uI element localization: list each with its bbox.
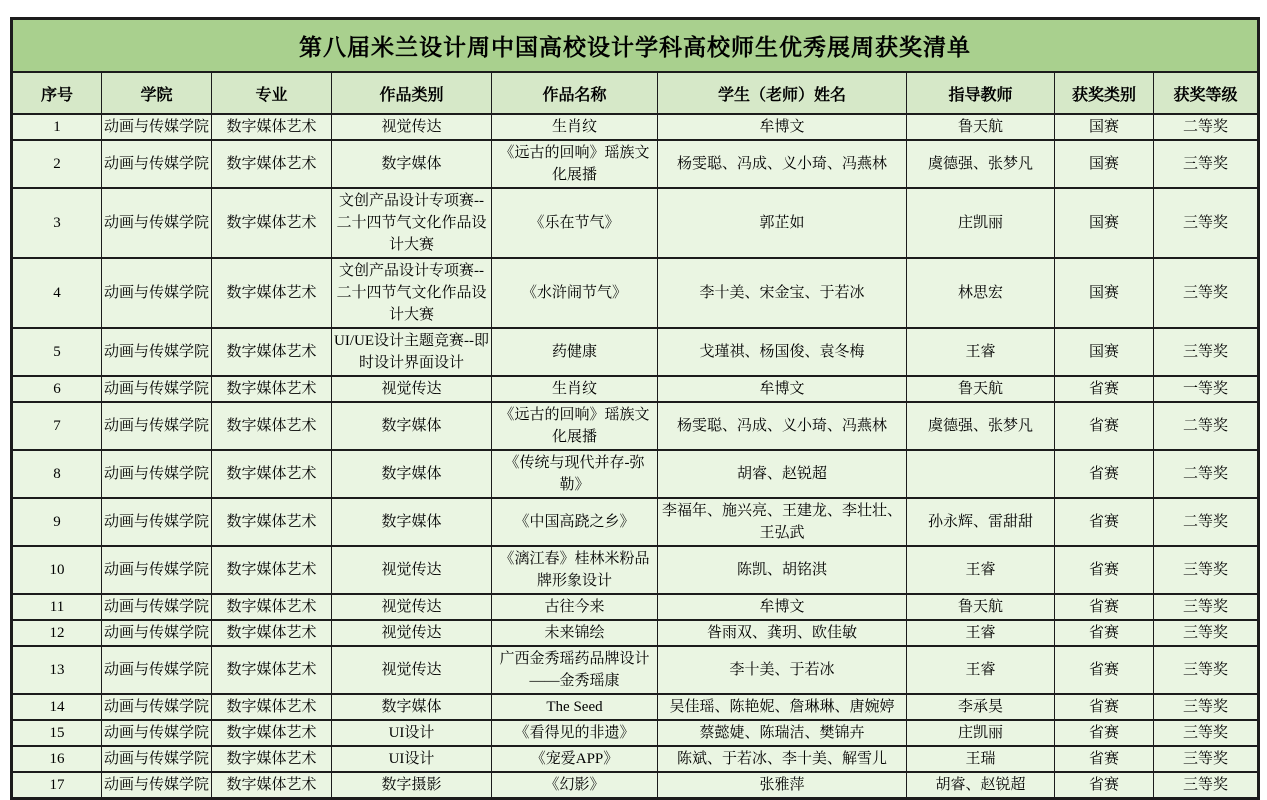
table-row: [12, 450, 1259, 498]
table-cell: 《传统与现代并存-弥勒》: [492, 450, 658, 498]
table-cell: 《宠爱APP》: [492, 746, 658, 772]
table-row: [12, 188, 1259, 258]
table-cell: 《水浒闹节气》: [492, 258, 658, 328]
table-cell: 孙永辉、雷甜甜: [907, 498, 1055, 546]
table-cell: 省赛: [1055, 376, 1154, 402]
page-title: 第八届米兰设计周中国高校设计学科高校师生优秀展周获奖清单: [12, 19, 1259, 73]
table-cell: 《远古的回响》瑶族文化展播: [492, 402, 658, 450]
table-cell: 王睿: [907, 646, 1055, 694]
table-cell: 动画与传媒学院: [102, 258, 212, 328]
table-cell: 省赛: [1055, 694, 1154, 720]
table-cell: 数字媒体艺术: [212, 498, 332, 546]
table-cell: 王睿: [907, 328, 1055, 376]
table-cell: 动画与传媒学院: [102, 114, 212, 140]
table-cell: 杨雯聪、冯成、义小琦、冯燕林: [658, 402, 907, 450]
table-row: [12, 694, 1259, 720]
table-cell: The Seed: [492, 694, 658, 720]
table-row: [12, 498, 1259, 546]
table-cell: 吴佳瑶、陈艳妮、詹琳琳、唐婉婷: [658, 694, 907, 720]
table-cell: 数字媒体: [332, 402, 492, 450]
table-cell: 三等奖: [1154, 546, 1259, 594]
table-cell: 数字媒体: [332, 498, 492, 546]
table-cell: 8: [12, 450, 102, 498]
table-row: [12, 746, 1259, 772]
table-cell: 14: [12, 694, 102, 720]
table-row: [12, 328, 1259, 376]
table-cell: 三等奖: [1154, 646, 1259, 694]
table-cell: 动画与传媒学院: [102, 498, 212, 546]
table-cell: 省赛: [1055, 746, 1154, 772]
table-cell: 视觉传达: [332, 376, 492, 402]
table-cell: 三等奖: [1154, 620, 1259, 646]
table-cell: 动画与传媒学院: [102, 450, 212, 498]
table-cell: 二等奖: [1154, 498, 1259, 546]
table-cell: 国赛: [1055, 188, 1154, 258]
table-cell: 牟博文: [658, 594, 907, 620]
table-cell: 数字媒体艺术: [212, 594, 332, 620]
table-cell: 5: [12, 328, 102, 376]
column-header: 指导教师: [907, 72, 1055, 114]
table-cell: 一等奖: [1154, 376, 1259, 402]
table-cell: 文创产品设计专项赛--二十四节气文化作品设计大赛: [332, 258, 492, 328]
table-cell: 《幻影》: [492, 772, 658, 799]
table-cell: 郭芷如: [658, 188, 907, 258]
table-cell: 三等奖: [1154, 694, 1259, 720]
table-cell: 牟博文: [658, 114, 907, 140]
table-cell: 国赛: [1055, 114, 1154, 140]
table-cell: 省赛: [1055, 498, 1154, 546]
table-cell: 数字媒体: [332, 694, 492, 720]
table-cell: 虞德强、张梦凡: [907, 140, 1055, 188]
column-header: 专业: [212, 72, 332, 114]
table-cell: 数字媒体艺术: [212, 402, 332, 450]
table-cell: 三等奖: [1154, 258, 1259, 328]
table-row: [12, 258, 1259, 328]
table-cell: 陈斌、于若冰、李十美、解雪儿: [658, 746, 907, 772]
table-cell: 数字媒体艺术: [212, 376, 332, 402]
table-cell: 10: [12, 546, 102, 594]
column-header: 作品类别: [332, 72, 492, 114]
table-cell: 《远古的回响》瑶族文化展播: [492, 140, 658, 188]
table-cell: 三等奖: [1154, 720, 1259, 746]
table-cell: 二等奖: [1154, 114, 1259, 140]
table-cell: 鲁天航: [907, 376, 1055, 402]
header-row: [12, 72, 1259, 114]
table-cell: 动画与传媒学院: [102, 620, 212, 646]
table-cell: 视觉传达: [332, 620, 492, 646]
table-cell: 李承昊: [907, 694, 1055, 720]
table-cell: 牟博文: [658, 376, 907, 402]
column-header: 获奖等级: [1154, 72, 1259, 114]
table-cell: 三等奖: [1154, 328, 1259, 376]
table-cell: 4: [12, 258, 102, 328]
table-cell: 未来锦绘: [492, 620, 658, 646]
table-cell: 李十美、于若冰: [658, 646, 907, 694]
table-cell: 数字媒体艺术: [212, 328, 332, 376]
table-cell: 李十美、宋金宝、于若冰: [658, 258, 907, 328]
table-cell: 动画与传媒学院: [102, 594, 212, 620]
column-header: 作品名称: [492, 72, 658, 114]
table-row: [12, 720, 1259, 746]
table-cell: 15: [12, 720, 102, 746]
table-cell: 国赛: [1055, 258, 1154, 328]
table-cell: 动画与传媒学院: [102, 402, 212, 450]
table-cell: 数字媒体艺术: [212, 114, 332, 140]
table-cell: 数字媒体艺术: [212, 720, 332, 746]
awards-table: [10, 17, 1260, 800]
table-cell: 生肖纹: [492, 376, 658, 402]
table-cell: 李福年、施兴亮、王建龙、李壮壮、王弘武: [658, 498, 907, 546]
column-header: 获奖类别: [1055, 72, 1154, 114]
table-cell: 蔡懿婕、陈瑞洁、樊锦卉: [658, 720, 907, 746]
table-cell: 数字媒体艺术: [212, 450, 332, 498]
table-row: [12, 114, 1259, 140]
table-cell: 数字媒体艺术: [212, 258, 332, 328]
table-row: [12, 140, 1259, 188]
table-cell: 三等奖: [1154, 746, 1259, 772]
table-cell: 《乐在节气》: [492, 188, 658, 258]
table-body: [12, 114, 1259, 799]
table-cell: 动画与传媒学院: [102, 188, 212, 258]
table-cell: 数字媒体艺术: [212, 188, 332, 258]
table-cell: 三等奖: [1154, 594, 1259, 620]
table-cell: UI设计: [332, 720, 492, 746]
table-cell: 视觉传达: [332, 114, 492, 140]
table-cell: 数字媒体艺术: [212, 546, 332, 594]
table-cell: 数字媒体艺术: [212, 746, 332, 772]
column-header: 序号: [12, 72, 102, 114]
table-cell: 动画与传媒学院: [102, 694, 212, 720]
table-cell: 王睿: [907, 546, 1055, 594]
table-cell: 鲁天航: [907, 114, 1055, 140]
table-cell: 动画与传媒学院: [102, 746, 212, 772]
table-cell: 王瑞: [907, 746, 1055, 772]
table-cell: 动画与传媒学院: [102, 376, 212, 402]
table-cell: 胡睿、赵锐超: [907, 772, 1055, 799]
table-cell: 视觉传达: [332, 594, 492, 620]
table-cell: 张雅萍: [658, 772, 907, 799]
table-cell: 林思宏: [907, 258, 1055, 328]
table-cell: 动画与传媒学院: [102, 328, 212, 376]
table-cell: 药健康: [492, 328, 658, 376]
table-cell: 11: [12, 594, 102, 620]
table-cell: 三等奖: [1154, 772, 1259, 799]
table-row: [12, 594, 1259, 620]
table-cell: 9: [12, 498, 102, 546]
table-row: [12, 402, 1259, 450]
table-cell: 动画与传媒学院: [102, 646, 212, 694]
table-cell: 7: [12, 402, 102, 450]
table-cell: 3: [12, 188, 102, 258]
table-cell: 数字媒体艺术: [212, 694, 332, 720]
table-cell: 国赛: [1055, 140, 1154, 188]
table-cell: 虞德强、张梦凡: [907, 402, 1055, 450]
table-cell: 《中国高跷之乡》: [492, 498, 658, 546]
column-header: 学生（老师）姓名: [658, 72, 907, 114]
table-cell: 数字媒体艺术: [212, 620, 332, 646]
table-cell: 省赛: [1055, 720, 1154, 746]
table-cell: UI/UE设计主题竞赛--即时设计界面设计: [332, 328, 492, 376]
table-cell: [907, 450, 1055, 498]
table-cell: 省赛: [1055, 772, 1154, 799]
table-row: [12, 620, 1259, 646]
table-cell: 杨雯聪、冯成、义小琦、冯燕林: [658, 140, 907, 188]
table-cell: 数字媒体艺术: [212, 646, 332, 694]
table-cell: 《看得见的非遗》: [492, 720, 658, 746]
table-cell: 动画与传媒学院: [102, 546, 212, 594]
table-cell: 生肖纹: [492, 114, 658, 140]
table-cell: 12: [12, 620, 102, 646]
table-cell: 1: [12, 114, 102, 140]
table-cell: 数字媒体: [332, 450, 492, 498]
table-cell: 省赛: [1055, 594, 1154, 620]
table-cell: 《漓江春》桂林米粉品牌形象设计: [492, 546, 658, 594]
table-cell: 广西金秀瑶药品牌设计——金秀瑶康: [492, 646, 658, 694]
table-cell: 胡睿、赵锐超: [658, 450, 907, 498]
table-cell: 数字媒体艺术: [212, 772, 332, 799]
table-cell: 鲁天航: [907, 594, 1055, 620]
table-cell: 二等奖: [1154, 402, 1259, 450]
table-cell: 二等奖: [1154, 450, 1259, 498]
table-cell: 三等奖: [1154, 140, 1259, 188]
table-row: [12, 546, 1259, 594]
table-cell: 2: [12, 140, 102, 188]
table-row: [12, 376, 1259, 402]
table-cell: 动画与传媒学院: [102, 140, 212, 188]
table-cell: 三等奖: [1154, 188, 1259, 258]
table-cell: 王睿: [907, 620, 1055, 646]
table-cell: 17: [12, 772, 102, 799]
table-cell: 视觉传达: [332, 546, 492, 594]
table-cell: 16: [12, 746, 102, 772]
table-cell: 动画与传媒学院: [102, 720, 212, 746]
table-row: [12, 646, 1259, 694]
table-cell: 数字媒体: [332, 140, 492, 188]
table-cell: 数字媒体艺术: [212, 140, 332, 188]
table-cell: 庄凯丽: [907, 720, 1055, 746]
column-header: 学院: [102, 72, 212, 114]
title-row: [12, 19, 1259, 73]
table-cell: 戈瑾祺、杨国俊、袁冬梅: [658, 328, 907, 376]
table-cell: 省赛: [1055, 402, 1154, 450]
table-cell: 文创产品设计专项赛--二十四节气文化作品设计大赛: [332, 188, 492, 258]
table-cell: 国赛: [1055, 328, 1154, 376]
table-cell: 动画与传媒学院: [102, 772, 212, 799]
table-cell: 省赛: [1055, 620, 1154, 646]
table-cell: 13: [12, 646, 102, 694]
table-cell: 省赛: [1055, 450, 1154, 498]
table-cell: UI设计: [332, 746, 492, 772]
table-cell: 数字摄影: [332, 772, 492, 799]
table-cell: 昝雨双、龚玥、欧佳敏: [658, 620, 907, 646]
table-cell: 省赛: [1055, 546, 1154, 594]
table-cell: 庄凯丽: [907, 188, 1055, 258]
table-cell: 陈凯、胡铭淇: [658, 546, 907, 594]
table-cell: 视觉传达: [332, 646, 492, 694]
table-cell: 6: [12, 376, 102, 402]
table-row: [12, 772, 1259, 799]
table-cell: 省赛: [1055, 646, 1154, 694]
table-cell: 古往今来: [492, 594, 658, 620]
